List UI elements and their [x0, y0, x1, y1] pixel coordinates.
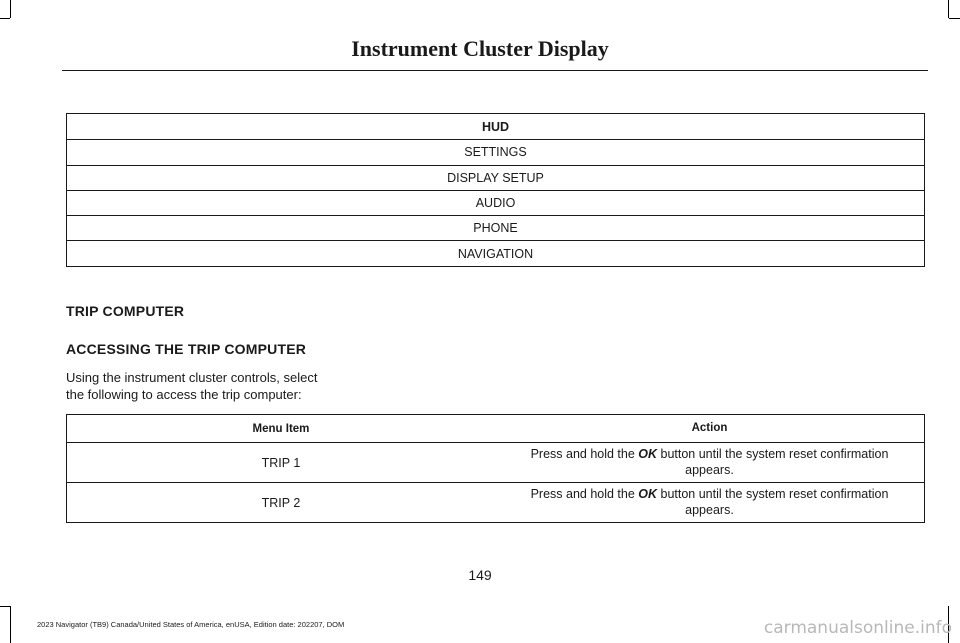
table-row	[67, 442, 924, 482]
crop-mark-bottom-left-v	[10, 606, 11, 643]
hud-table-row: NAVIGATION	[67, 240, 924, 265]
hud-table-row: PHONE	[67, 215, 924, 240]
crop-mark-top-left-v	[10, 0, 11, 18]
body-line: Using the instrument cluster controls, select	[66, 370, 318, 385]
crop-mark-bottom-left-h	[0, 606, 10, 607]
trip-computer-table	[66, 414, 925, 523]
edition-footer: 2023 Navigator (TB9) Canada/United States of America, enUSA, Edition date: 202207, DOM	[37, 620, 345, 629]
hud-menu-table	[66, 113, 925, 267]
action-text: button until the system reset confirmation appears.	[657, 487, 889, 517]
table-row	[67, 482, 924, 522]
hud-table-row: DISPLAY SETUP	[67, 165, 924, 190]
ok-button-label: OK	[638, 447, 658, 461]
section-subheading: ACCESSING THE TRIP COMPUTER	[66, 341, 307, 357]
action-text: button until the system reset confirmation appears.	[657, 447, 889, 477]
trip-table-header	[67, 415, 924, 442]
hud-table-header: HUD	[481, 119, 510, 134]
action-cell	[495, 443, 924, 482]
page-number: 149	[468, 567, 492, 583]
crop-mark-top-left-h	[0, 18, 10, 19]
action-text: Press and hold the	[530, 487, 639, 501]
column-header-menu-item: Menu Item	[252, 422, 310, 435]
menu-item-cell: TRIP 2	[261, 495, 301, 510]
action-cell	[495, 483, 924, 522]
hud-table-row: AUDIO	[67, 190, 924, 215]
crop-mark-top-right-h	[949, 18, 960, 19]
menu-item-cell: TRIP 1	[261, 455, 301, 470]
body-paragraph	[66, 370, 366, 403]
page-title: Instrument Cluster Display	[351, 36, 609, 61]
section-heading: TRIP COMPUTER	[66, 303, 185, 319]
body-line: the following to access the trip computer:	[66, 386, 302, 402]
hud-table-row: SETTINGS	[67, 139, 924, 164]
column-header-action: Action	[691, 421, 728, 434]
crop-mark-top-right-v	[948, 0, 949, 18]
title-rule	[62, 70, 928, 71]
action-text: Press and hold the	[530, 447, 639, 461]
watermark: carmanualsonline.info	[763, 618, 952, 638]
ok-button-label: OK	[638, 487, 658, 501]
